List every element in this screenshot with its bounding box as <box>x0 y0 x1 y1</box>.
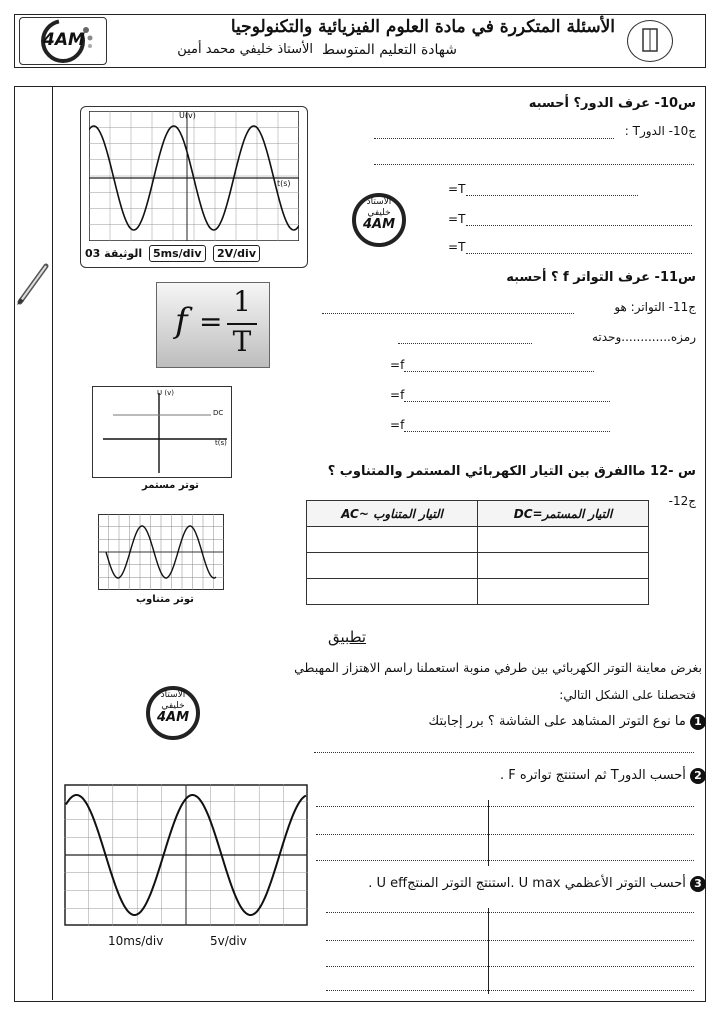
header-title: الأسئلة المتكررة في مادة العلوم الفيزيائية والتكنولوجيا <box>230 17 615 37</box>
item-3-line-3 <box>326 966 694 967</box>
q11-symbol-label: رمزه.............وحدته <box>591 330 696 344</box>
q10-line-1 <box>374 138 614 139</box>
item-3-text: أحسب التوتر الأعظمي U max .استنتج التوتر المنتجU eff . <box>368 876 686 891</box>
volt-div: 2V/div <box>213 245 260 262</box>
item-1-line <box>314 752 694 753</box>
dc-axis-y: U (v) <box>157 389 174 397</box>
logo-text-3: 4AM <box>362 217 396 232</box>
q12-question: س -12 ماالفرق بين التيار الكهربائي المستمر والمتناوب ؟ <box>327 464 696 479</box>
q11-f-line-3 <box>404 431 610 432</box>
dc-graph <box>92 386 232 478</box>
q11-f-line-1 <box>404 371 594 372</box>
logo2-text-2: خليفي <box>161 701 185 711</box>
school-seal-icon <box>627 20 673 62</box>
application-title: تطبيق <box>328 628 367 646</box>
scope1-axis-y: U(v) <box>179 111 196 120</box>
formula-num: 1 <box>233 285 251 318</box>
item-3-line-2 <box>326 940 694 941</box>
q10-t-label-2: T= <box>448 212 466 226</box>
table-cell <box>307 553 478 579</box>
formula-eq: = <box>199 305 223 338</box>
item-3-line-4 <box>326 990 694 991</box>
table-cell <box>478 553 649 579</box>
badge-text: 4AM <box>43 30 85 50</box>
item-3-line-1 <box>326 912 694 913</box>
formula-den: T <box>232 325 252 358</box>
q10-t-label-1: T= <box>448 182 466 196</box>
formula-box <box>156 282 270 368</box>
comparison-table <box>306 500 649 605</box>
q10-t-line-1 <box>466 195 638 196</box>
margin-line <box>52 86 53 1000</box>
q10-t-line-2 <box>466 225 692 226</box>
dc-caption: توتر مستمر <box>142 480 199 491</box>
formula-lhs: f <box>175 301 188 341</box>
logo2-text-3: 4AM <box>156 710 190 725</box>
item-2-text: أحسب الدورT ثم استنتج تواتره F . <box>500 768 686 783</box>
q11-answer-label: ج11- التواتر: هو <box>614 300 696 314</box>
logo2-text-1: الأستاذ <box>160 690 186 700</box>
time-div: 5ms/div <box>149 245 206 262</box>
q11-f-label-2: f= <box>390 388 405 402</box>
q11-line-1 <box>322 313 574 314</box>
q10-t-line-3 <box>466 253 692 254</box>
col-ac: التيار المتناوب ~AC <box>307 501 478 527</box>
teacher-logo-1 <box>352 193 406 247</box>
page-header <box>14 14 706 68</box>
ac-caption: توتر متناوب <box>136 594 194 605</box>
q11-f-line-2 <box>404 401 610 402</box>
q12-answer-label: ج12- <box>668 494 696 508</box>
logo-text-1: الأستاذ <box>366 197 392 207</box>
doc-label: الوثيقة 03 <box>85 247 143 260</box>
table-cell <box>478 527 649 553</box>
application-item-1 <box>326 714 706 730</box>
item-2-number: 2 <box>690 768 706 784</box>
q10-line-2 <box>374 164 694 165</box>
application-intro-2: فتحصلنا على الشكل التالي: <box>559 688 696 702</box>
item-2-line-1 <box>316 806 694 807</box>
q11-line-2 <box>398 343 532 344</box>
scope1-axis-x: t(s) <box>277 179 291 188</box>
item-2-divider <box>488 800 489 866</box>
q11-question: س11- عرف التواتر f ؟ أحسبه <box>506 270 696 285</box>
table-cell <box>307 579 478 605</box>
dc-line-label: DC <box>213 409 224 417</box>
q11-f-label-1: f= <box>390 358 405 372</box>
oscilloscope-doc-03 <box>80 106 308 268</box>
q10-t-label-3: T= <box>448 240 466 254</box>
item-1-number: 1 <box>690 714 706 730</box>
oscilloscope-screen <box>89 111 299 241</box>
app-volt-div: 5v/div <box>210 934 247 948</box>
application-oscillogram <box>64 784 308 926</box>
item-1-text: ما نوع التوتر المشاهد على الشاشة ؟ برر إجابتك <box>428 714 686 729</box>
item-2-line-3 <box>316 860 694 861</box>
app-time-div: 10ms/div <box>108 934 164 948</box>
header-subtitle: شهادة التعليم المتوسط <box>322 42 457 58</box>
ac-graph <box>98 514 224 590</box>
header-badge <box>19 17 107 65</box>
table-cell <box>307 527 478 553</box>
teacher-logo-2 <box>146 686 200 740</box>
header-teacher: الأستاذ خليفي محمد أمين <box>177 42 313 57</box>
application-item-3 <box>326 876 706 892</box>
item-3-number: 3 <box>690 876 706 892</box>
item-3-divider <box>488 908 489 994</box>
col-dc: التيار المستمر=DC <box>478 501 649 527</box>
application-item-2 <box>326 768 706 784</box>
q11-f-label-3: f= <box>390 418 405 432</box>
dc-axis-x: t(s) <box>215 439 227 447</box>
item-2-line-2 <box>316 834 694 835</box>
q10-answer-label: ج10- الدورT : <box>624 124 696 138</box>
logo-text-2: خليفي <box>367 208 391 218</box>
application-intro: بغرض معاينة التوتر الكهربائي بين طرفي منوبة استعملنا راسم الاهتزاز المهبطي <box>294 660 702 675</box>
q10-question: س10- عرف الدور؟ أحسبه <box>528 96 696 111</box>
pencil-icon <box>14 262 50 310</box>
table-cell <box>478 579 649 605</box>
